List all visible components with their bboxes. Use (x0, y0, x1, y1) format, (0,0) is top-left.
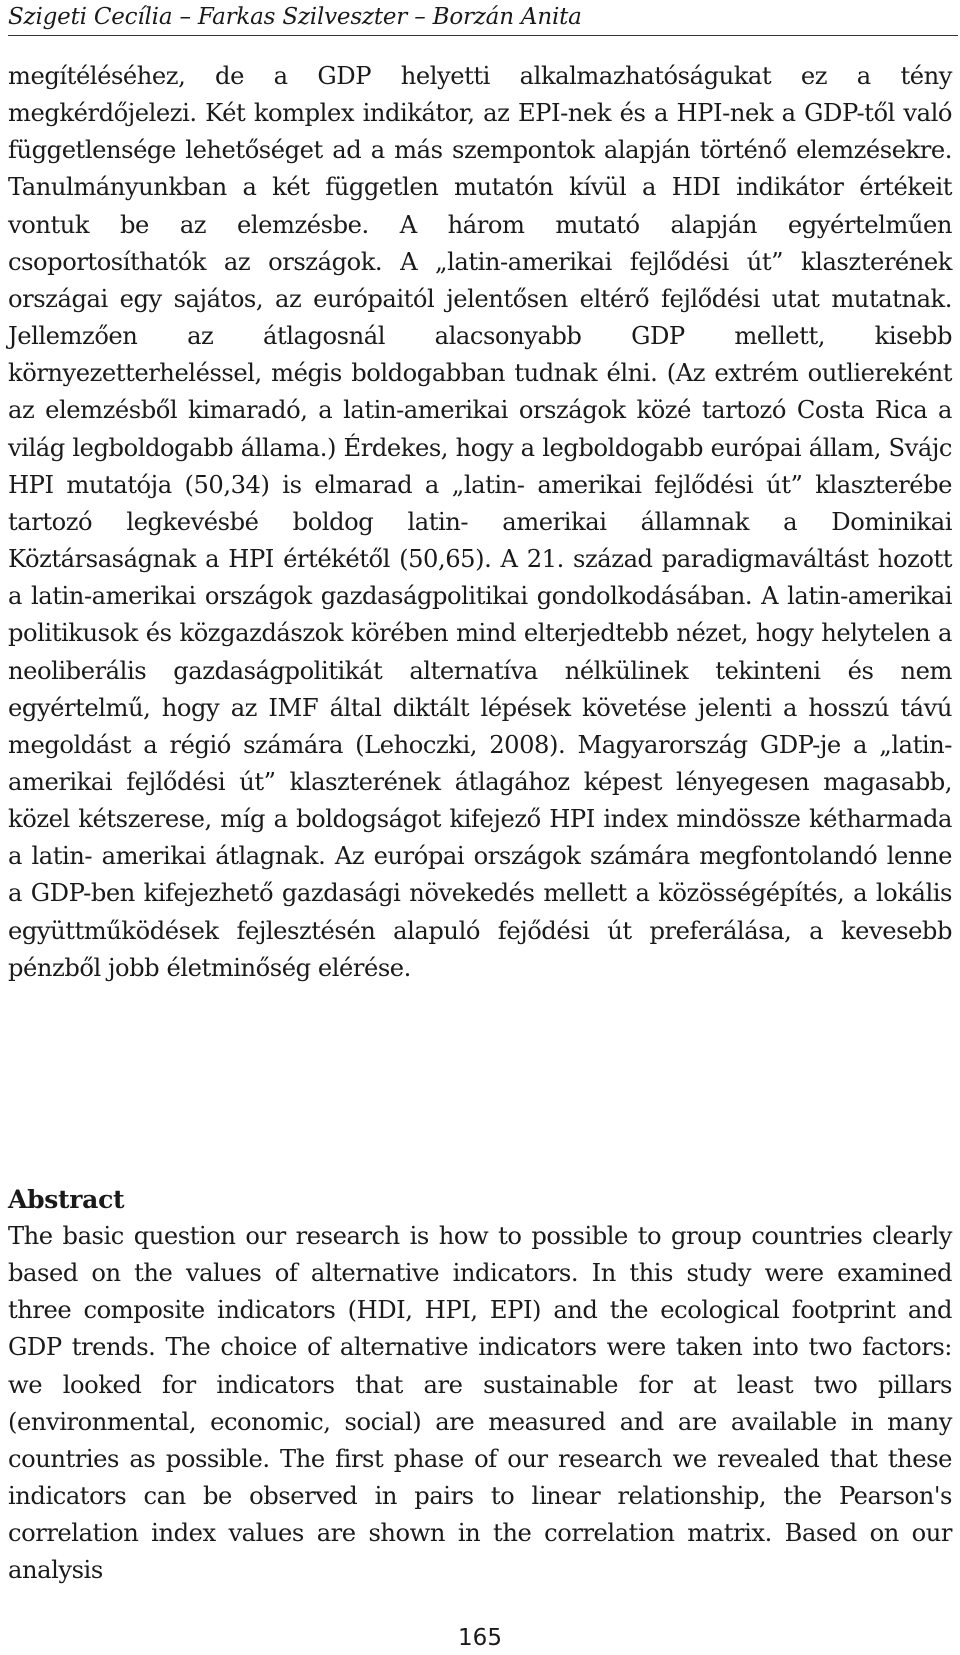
body-text (8, 58, 952, 987)
abstract-section (8, 1181, 952, 1590)
abstract-text: The basic question our research is how to possible to group countries clearly based on the values of alternative indicators. In this study were examined three composite indicators (HDI, HPI, EPI) and the ecological footprint and GDP trends. The choice of alternative indicators were taken into two factors: we looked for indicators that are sustainable for at least two pillars (environmental, economic, social) are measured and are available in many countries as possible. The first phase of our research we revealed that these indicators can be observed in pairs to linear relationship, the Pearson's correlation index values are shown in the correlation matrix. Based on our analysis (8, 1222, 952, 1585)
header-rule (8, 35, 958, 36)
body-paragraph: megítéléséhez, de a GDP helyetti alkalmazhatóságukat ez a tény megkérdőjelezi. Két komplex indikátor, az EPI-nek és a HPI-nek a GDP-től való függetlensége lehetőséget ad a más szempontok alapján történő elemzésekre. Tanulmányunkban a két független mutatón kívül a HDI indikátor értékeit vontuk be az elemzésbe. A három mutató alapján egyértelműen csoportosíthatók az országok. A „latin-amerikai fejlődési út” klaszterének országai egy sajátos, az európaitól jelentősen eltérő fejlődési utat mutatnak. Jellemzően az átlagosnál alacsonyabb GDP mellett, kisebb környezetterheléssel, mégis boldogabban tudnak élni. (Az extrém outliereként az elemzésből kimaradó, a latin-amerikai országok közé tartozó Costa Rica a világ legboldogabb állama.) Érdekes, hogy a legboldogabb európai állam, Svájc HPI mutatója (50,34) is elmarad a „latin- amerikai fejlődési út” klaszterébe tartozó legkevésbé boldog latin- amerikai államnak a Dominikai Köztársaságnak a HPI értékétől (50,65). A 21. század paradigmaváltást hozott a latin-amerikai országok gazdaságpolitikai gondolkodásában. A latin-amerikai politikusok és közgazdászok körében mind elterjedtebb nézet, hogy helytelen a neoliberális gazdaságpolitikát alternatíva nélkülinek tekinteni és nem egyértelmű, hogy az IMF által diktált lépések követése jelenti a hosszú távú megoldást a régió számára (Lehoczki, 2008). Magyarország GDP-je a „latin- amerikai fejlődési út” klaszterének átlagához képest lényegesen magasabb, közel kétszerese, míg a boldogságot kifejező HPI index mindössze kétharmada a latin- amerikai átlagnak. Az európai országok számára megfontolandó lenne a GDP-ben kifejezhető gazdasági növekedés mellett a közösségépítés, a lokális együttműködések fejlesztésén alapuló fejődési út preferálása, a kevesebb pénzből jobb életminőség elérése. (8, 62, 952, 982)
abstract-heading: Abstract (8, 1185, 125, 1214)
running-header: Szigeti Cecília – Farkas Szilveszter – Borzán Anita (8, 4, 582, 30)
page-number: 165 (458, 1625, 502, 1651)
